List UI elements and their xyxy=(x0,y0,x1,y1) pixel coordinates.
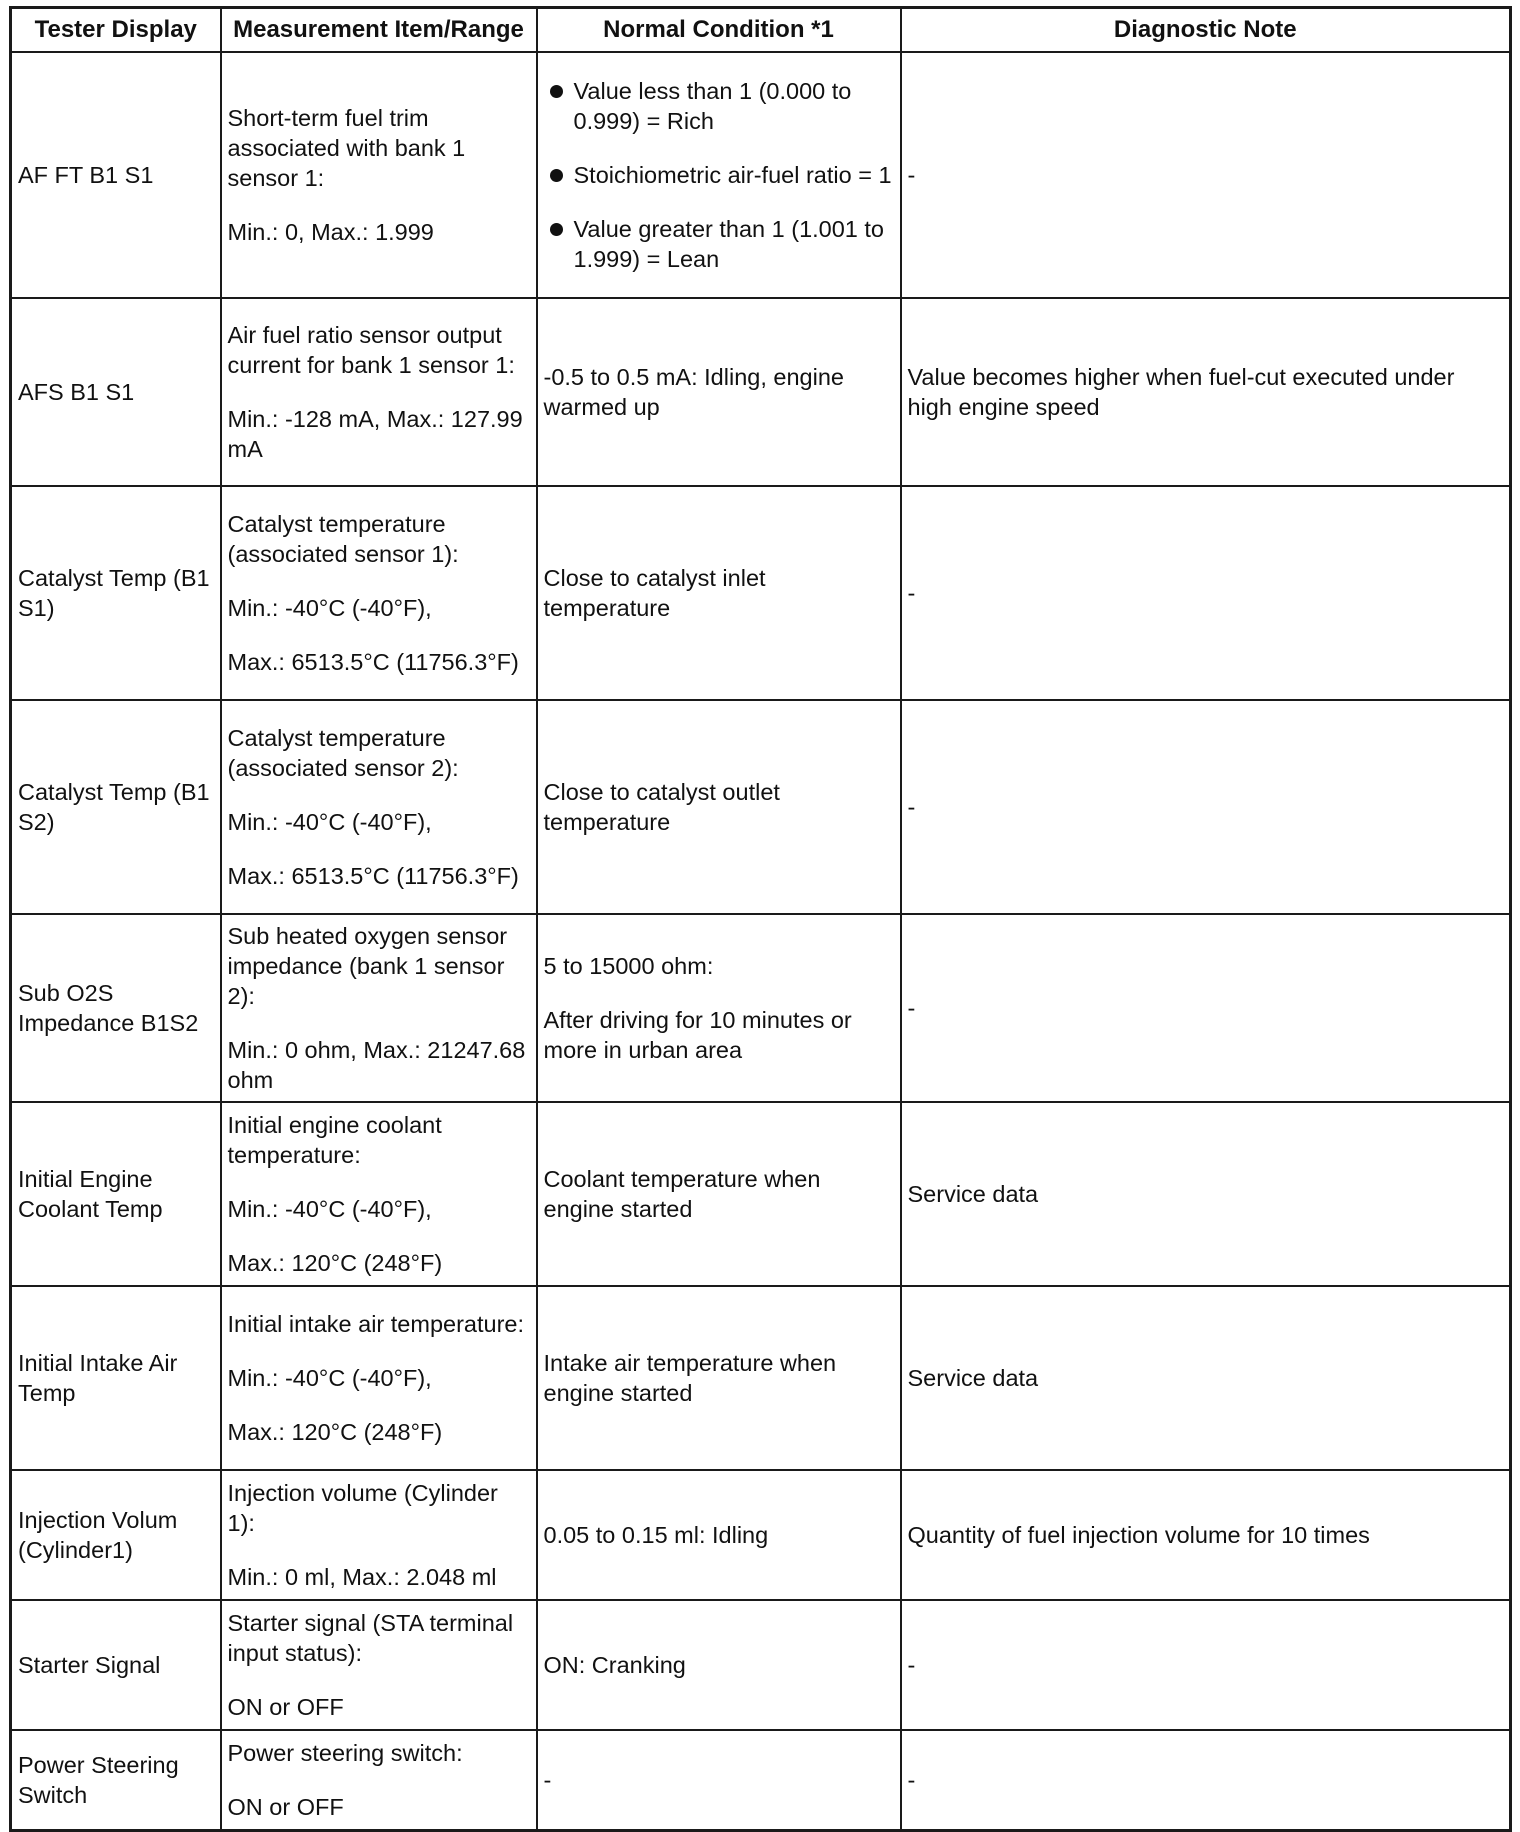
measurement-range-max: Max.: 6513.5°C (11756.3°F) xyxy=(227,649,519,675)
measurement-cell xyxy=(221,486,537,700)
diagnostic-note-cell: - xyxy=(901,700,1511,914)
diagnostic-note-cell: - xyxy=(901,1730,1511,1831)
table-row xyxy=(11,1730,1511,1831)
table-row xyxy=(11,1102,1511,1286)
measurement-range: Min.: 0 ml, Max.: 2.048 ml xyxy=(227,1564,497,1590)
diagnostic-note-cell: - xyxy=(901,486,1511,700)
measurement-text: Catalyst temperature (associated sensor 1): xyxy=(227,511,459,567)
measurement-text: Starter signal (STA terminal input status): xyxy=(227,1610,514,1666)
tester-display-cell: Injection Volum (Cylinder1) xyxy=(11,1470,221,1600)
condition-cell xyxy=(537,1470,901,1600)
measurement-cell xyxy=(221,52,537,298)
condition-text: -0.5 to 0.5 mA: Idling, engine warmed up xyxy=(543,364,844,420)
measurement-text: Short-term fuel trim associated with bank 1 sensor 1: xyxy=(227,105,466,191)
condition-cell xyxy=(537,1102,901,1286)
measurement-range: Min.: -128 mA, Max.: 127.99 mA xyxy=(227,406,523,462)
table-row xyxy=(11,700,1511,914)
condition-text: 0.05 to 0.15 ml: Idling xyxy=(543,1522,769,1548)
condition-cell xyxy=(537,700,901,914)
measurement-range-min: Min.: -40°C (-40°F), xyxy=(227,1365,432,1391)
condition-cell xyxy=(537,1286,901,1470)
measurement-cell xyxy=(221,1286,537,1470)
condition-cell xyxy=(537,914,901,1102)
data-list-table xyxy=(9,6,1512,1832)
diagnostic-note-cell: Quantity of fuel injection volume for 10 times xyxy=(901,1470,1511,1600)
measurement-range-min: Min.: -40°C (-40°F), xyxy=(227,809,432,835)
condition-bullet-list xyxy=(544,76,894,274)
diagnostic-note-cell: Value becomes higher when fuel-cut executed under high engine speed xyxy=(901,298,1511,486)
measurement-cell xyxy=(221,1730,537,1831)
table-row xyxy=(11,914,1511,1102)
condition-text: 5 to 15000 ohm: xyxy=(543,953,714,979)
measurement-range-max: Max.: 6513.5°C (11756.3°F) xyxy=(227,863,519,889)
diagnostic-note-cell: Service data xyxy=(901,1102,1511,1286)
diagnostic-note-cell: - xyxy=(901,914,1511,1102)
header-measurement-item: Measurement Item/Range xyxy=(221,8,537,53)
table-row xyxy=(11,1600,1511,1730)
condition-text: Intake air temperature when engine started xyxy=(543,1350,837,1406)
tester-display-cell: Power Steering Switch xyxy=(11,1730,221,1831)
measurement-text: Initial intake air temperature: xyxy=(227,1311,525,1337)
table-row xyxy=(11,486,1511,700)
table-row xyxy=(11,52,1511,298)
measurement-range-min: Min.: -40°C (-40°F), xyxy=(227,595,432,621)
measurement-cell xyxy=(221,298,537,486)
condition-text: - xyxy=(543,1767,552,1793)
condition-cell xyxy=(537,1730,901,1831)
condition-bullet-text: Stoichiometric air-fuel ratio = 1 xyxy=(573,162,892,188)
condition-text: Coolant temperature when engine started xyxy=(543,1166,821,1222)
tester-display-cell: AF FT B1 S1 xyxy=(11,52,221,298)
header-normal-condition: Normal Condition *1 xyxy=(537,8,901,53)
measurement-cell xyxy=(221,700,537,914)
measurement-cell xyxy=(221,1102,537,1286)
measurement-text: Power steering switch: xyxy=(227,1740,463,1766)
condition-cell xyxy=(537,52,901,298)
tester-display-cell: Sub O2S Impedance B1S2 xyxy=(11,914,221,1102)
measurement-range-max: Max.: 120°C (248°F) xyxy=(227,1419,443,1445)
measurement-text: Air fuel ratio sensor output current for bank 1 sensor 1: xyxy=(227,322,515,378)
tester-display-cell: Catalyst Temp (B1 S2) xyxy=(11,700,221,914)
measurement-cell xyxy=(221,1600,537,1730)
bullet-icon xyxy=(550,223,563,236)
diagnostic-note-cell: - xyxy=(901,52,1511,298)
condition-cell xyxy=(537,486,901,700)
condition-bullet xyxy=(544,160,894,190)
measurement-range: Min.: 0, Max.: 1.999 xyxy=(227,219,434,245)
condition-text: Close to catalyst inlet temperature xyxy=(543,565,766,621)
page xyxy=(9,6,1509,1832)
header-diagnostic-note: Diagnostic Note xyxy=(901,8,1511,53)
table-row xyxy=(11,298,1511,486)
tester-display-cell: AFS B1 S1 xyxy=(11,298,221,486)
measurement-text: Injection volume (Cylinder 1): xyxy=(227,1480,498,1536)
measurement-cell xyxy=(221,914,537,1102)
measurement-range-max: Max.: 120°C (248°F) xyxy=(227,1250,443,1276)
bullet-icon xyxy=(550,85,563,98)
condition-bullet-text: Value greater than 1 (1.001 to 1.999) = Lean xyxy=(573,216,885,272)
table-header-row xyxy=(11,8,1511,53)
measurement-cell xyxy=(221,1470,537,1600)
diagnostic-note-cell: - xyxy=(901,1600,1511,1730)
header-tester-display: Tester Display xyxy=(11,8,221,53)
measurement-range: ON or OFF xyxy=(227,1694,344,1720)
measurement-range: Min.: 0 ohm, Max.: 21247.68 ohm xyxy=(227,1037,526,1093)
table-row xyxy=(11,1470,1511,1600)
tester-display-cell: Initial Intake Air Temp xyxy=(11,1286,221,1470)
table-row xyxy=(11,1286,1511,1470)
diagnostic-note-cell: Service data xyxy=(901,1286,1511,1470)
condition-detail: After driving for 10 minutes or more in urban area xyxy=(543,1007,852,1063)
condition-text: Close to catalyst outlet temperature xyxy=(543,779,780,835)
measurement-range: ON or OFF xyxy=(227,1794,344,1820)
measurement-text: Initial engine coolant temperature: xyxy=(227,1112,442,1168)
measurement-range-min: Min.: -40°C (-40°F), xyxy=(227,1196,432,1222)
tester-display-cell: Starter Signal xyxy=(11,1600,221,1730)
condition-bullet xyxy=(544,76,894,136)
measurement-text: Catalyst temperature (associated sensor 2): xyxy=(227,725,459,781)
condition-bullet xyxy=(544,214,894,274)
condition-cell xyxy=(537,298,901,486)
condition-bullet-text: Value less than 1 (0.000 to 0.999) = Rich xyxy=(573,78,852,134)
tester-display-cell: Initial Engine Coolant Temp xyxy=(11,1102,221,1286)
bullet-icon xyxy=(550,169,563,182)
condition-cell xyxy=(537,1600,901,1730)
tester-display-cell: Catalyst Temp (B1 S1) xyxy=(11,486,221,700)
measurement-text: Sub heated oxygen sensor impedance (bank 1 sensor 2): xyxy=(227,923,508,1009)
condition-text: ON: Cranking xyxy=(543,1652,686,1678)
